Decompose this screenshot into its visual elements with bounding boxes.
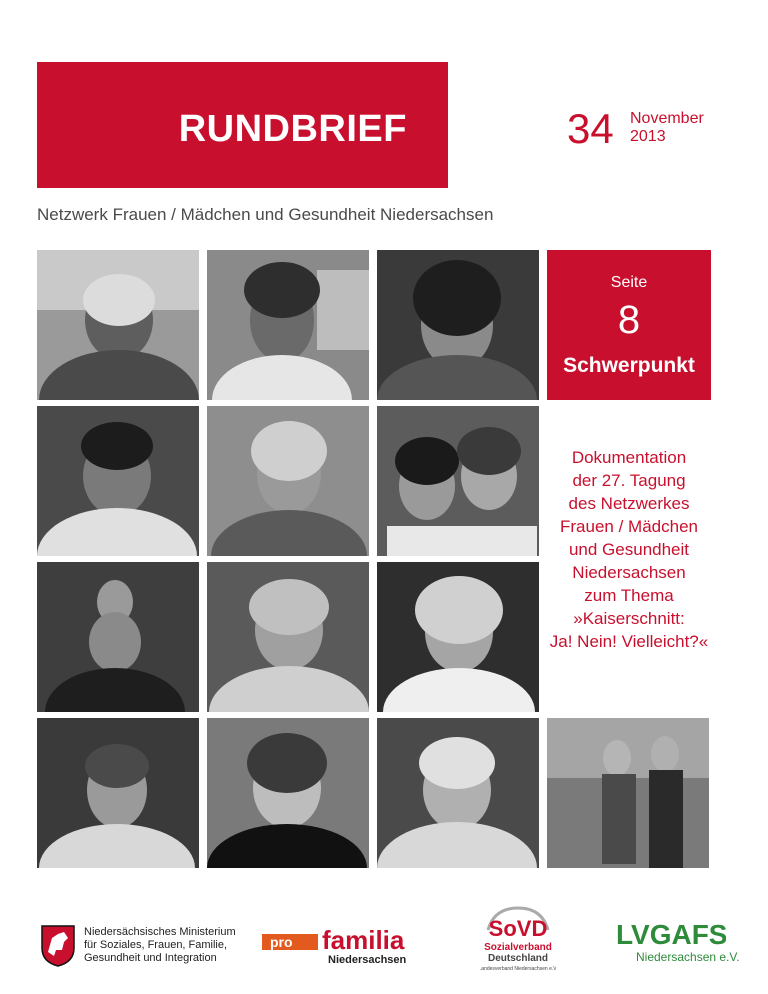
feature-description: [540, 446, 718, 653]
portrait-photo: [207, 718, 369, 868]
sovd-name: SoVD: [488, 916, 548, 941]
header-banner: [37, 62, 448, 188]
sovd-line2: Deutschland: [487, 953, 549, 964]
description-line: Ja! Nein! Vielleicht?«: [549, 632, 709, 651]
lower-saxony-crest-icon: [40, 924, 76, 973]
profamilia-pro: pro: [270, 934, 293, 950]
ministry-line: für Soziales, Frauen, Familie,: [84, 939, 228, 951]
feature-page-label: Seite: [610, 274, 648, 291]
ministry-name: [84, 926, 236, 965]
portrait-photo: [547, 718, 709, 868]
portrait-photo: [37, 406, 199, 556]
newsletter-title: RUNDBRIEF: [178, 108, 407, 150]
ministry-line: Gesundheit und Integration: [84, 952, 217, 964]
profamilia-region: Niedersachsen: [328, 954, 407, 966]
portrait-photo: [377, 406, 539, 556]
network-subtitle: Netzwerk Frauen / Mädchen und Gesundheit Niedersachsen: [37, 205, 494, 224]
ministry-line: Niedersächsisches Ministerium: [84, 926, 236, 938]
description-line: Frauen / Mädchen: [560, 517, 698, 536]
lvgafs-name: LVGAFS: [616, 919, 726, 950]
profamilia-name: familia: [322, 925, 405, 955]
sovd-line3: Landesverband Niedersachsen e.V.: [480, 966, 556, 972]
portrait-photo: [37, 562, 199, 712]
feature-page-number: 8: [617, 298, 641, 342]
feature-box: [547, 250, 711, 400]
issue-month: November: [630, 110, 704, 127]
description-line: Dokumentation: [571, 448, 687, 467]
sovd-logo: [480, 904, 556, 979]
portrait-photo: [377, 718, 539, 868]
description-line: des Netzwerkes: [568, 494, 690, 513]
description-line: »Kaiserschnitt:: [573, 609, 685, 628]
description-line: zum Thema: [584, 586, 674, 605]
feature-section-label: Schwerpunkt: [563, 354, 695, 377]
issue-number: 34: [567, 105, 614, 152]
portrait-photo: [37, 250, 199, 400]
description-line: der 27. Tagung: [572, 471, 686, 490]
description-line: Niedersachsen: [572, 563, 686, 582]
lvgafs-region: Niedersachsen e.V.: [636, 950, 740, 964]
portrait-photo: [37, 718, 199, 868]
description-line: und Gesundheit: [568, 540, 690, 559]
issue-date: [630, 110, 704, 146]
sovd-line1: Sozialverband: [484, 942, 552, 953]
issue-year: 2013: [630, 128, 666, 145]
portrait-photo: [377, 250, 539, 400]
portrait-photo: [207, 562, 369, 712]
portrait-photo: [377, 562, 539, 712]
portrait-photo: [207, 250, 369, 400]
portrait-photo: [207, 406, 369, 556]
